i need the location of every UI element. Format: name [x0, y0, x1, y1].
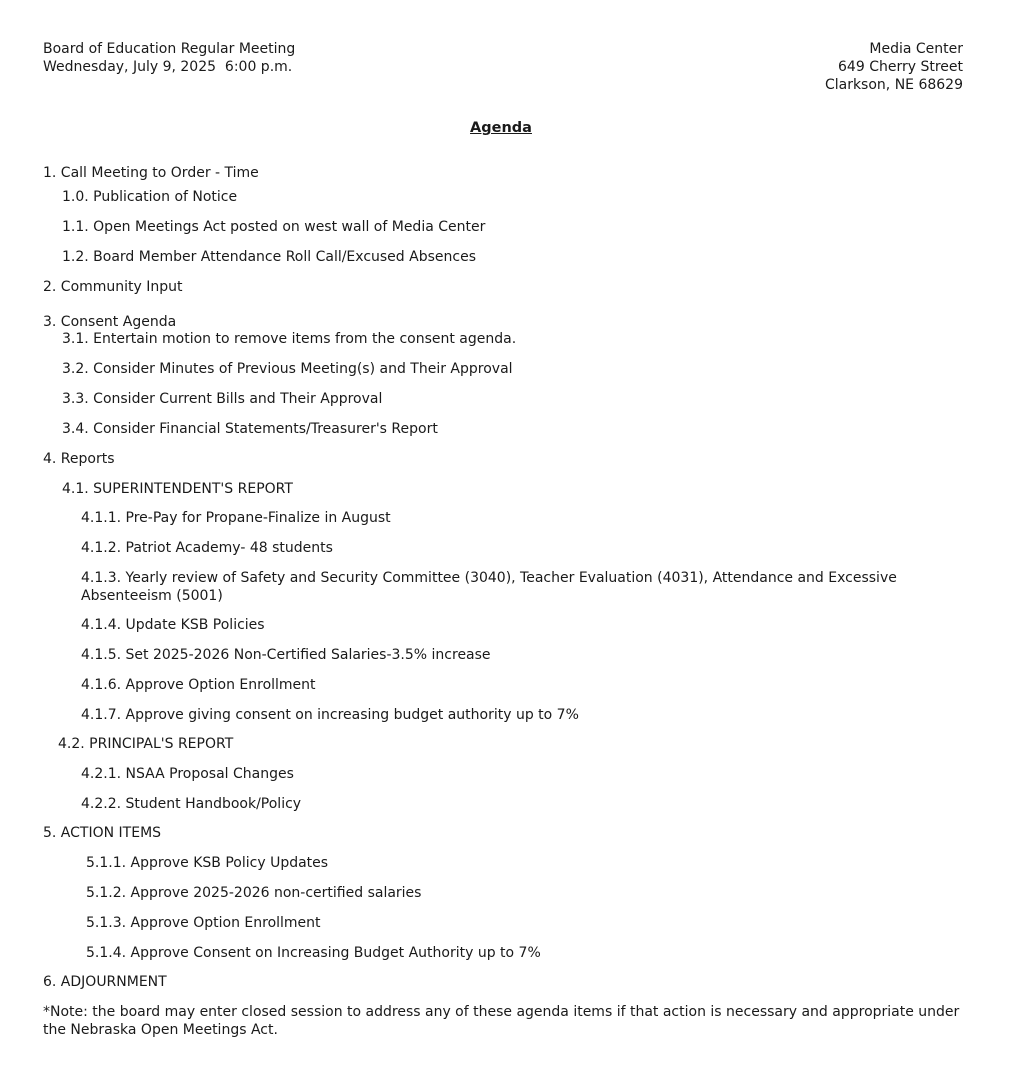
meeting-location: [825, 40, 963, 94]
agenda-item-5-1-3: 5.1.3. Approve Option Enrollment: [86, 915, 321, 931]
agenda-item-3-2: 3.2. Consider Minutes of Previous Meeting(s) and Their Approval: [62, 361, 513, 377]
agenda-item-2: 2. Community Input: [43, 279, 183, 295]
agenda-item-3: 3. Consent Agenda: [43, 314, 177, 330]
agenda-item-4-2-1: 4.2.1. NSAA Proposal Changes: [81, 766, 294, 782]
agenda-item-4-1-5: 4.1.5. Set 2025-2026 Non-Certified Salaries-3.5% increase: [81, 647, 491, 663]
agenda-item-5-1-4: 5.1.4. Approve Consent on Increasing Budget Authority up to 7%: [86, 945, 541, 961]
agenda-item-1-2: 1.2. Board Member Attendance Roll Call/Excused Absences: [62, 249, 476, 265]
agenda-item-4-2: 4.2. PRINCIPAL'S REPORT: [58, 736, 234, 752]
agenda-item-4-1-7: 4.1.7. Approve giving consent on increasing budget authority up to 7%: [81, 707, 579, 723]
agenda-item-4-1-4: 4.1.4. Update KSB Policies: [81, 617, 265, 633]
agenda-item-1-1: 1.1. Open Meetings Act posted on west wall of Media Center: [62, 219, 486, 235]
agenda-item-4-2-2: 4.2.2. Student Handbook/Policy: [81, 796, 302, 812]
agenda-item-4: 4. Reports: [43, 451, 115, 467]
agenda-item-5-1-1: 5.1.1. Approve KSB Policy Updates: [86, 855, 329, 871]
closed-session-note: *Note: the board may enter closed session to address any of these agenda items if that action is necessary and appropriate under the Nebraska Open Meetings Act.: [43, 1004, 960, 1038]
agenda-item-1: 1. Call Meeting to Order - Time: [43, 165, 259, 181]
agenda-item-1-0: 1.0. Publication of Notice: [62, 189, 238, 205]
location-name: Media Center: [869, 41, 963, 57]
location-city: Clarkson, NE 68629: [824, 77, 963, 93]
agenda-item-4-1-2: 4.1.2. Patriot Academy- 48 students: [81, 540, 333, 556]
page-title: Agenda: [470, 120, 532, 136]
agenda-item-6: 6. ADJOURNMENT: [43, 974, 167, 990]
agenda-item-3-4: 3.4. Consider Financial Statements/Treasurer's Report: [62, 421, 438, 437]
meeting-datetime: Wednesday, July 9, 2025 6:00 p.m.: [43, 59, 293, 75]
meeting-info: [43, 40, 295, 76]
agenda-item-4-1-1: 4.1.1. Pre-Pay for Propane-Finalize in August: [81, 510, 391, 526]
agenda-item-3-1: 3.1. Entertain motion to remove items from the consent agenda.: [62, 331, 517, 347]
agenda-item-4-1: 4.1. SUPERINTENDENT'S REPORT: [62, 481, 293, 497]
agenda-item-3-3: 3.3. Consider Current Bills and Their Approval: [62, 391, 383, 407]
agenda-item-5: 5. ACTION ITEMS: [43, 825, 162, 841]
agenda-item-4-1-3: 4.1.3. Yearly review of Safety and Security Committee (3040), Teacher Evaluation (4031), Attendance and Excessive Absenteeism (5001): [81, 570, 897, 604]
agenda-item-4-1-6: 4.1.6. Approve Option Enrollment: [81, 677, 316, 693]
location-street: 649 Cherry Street: [838, 59, 963, 75]
meeting-name: Board of Education Regular Meeting: [43, 41, 296, 57]
agenda-item-5-1-2: 5.1.2. Approve 2025-2026 non-certified salaries: [86, 885, 422, 901]
